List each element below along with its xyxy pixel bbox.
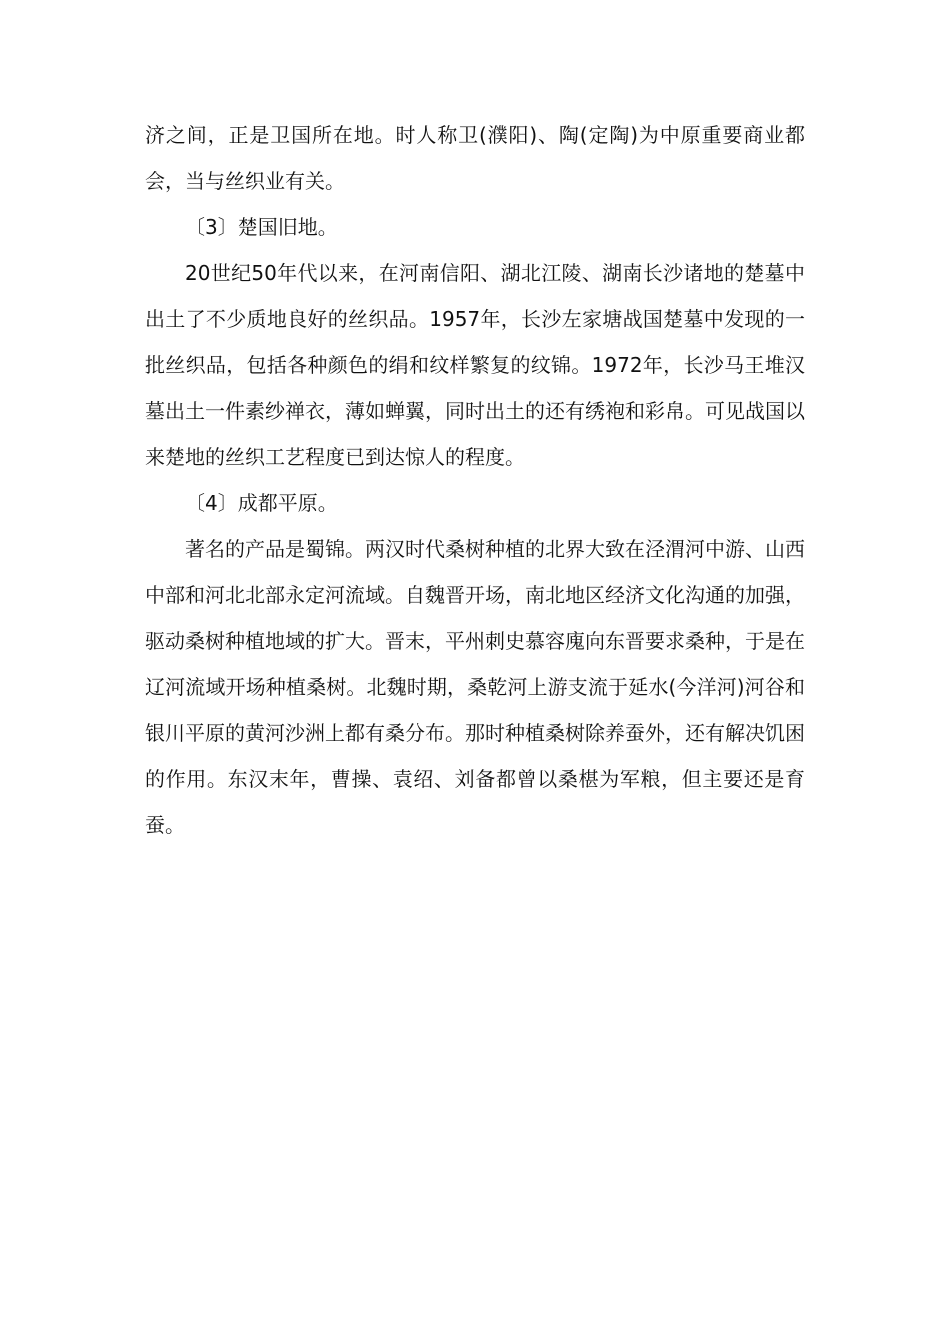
- paragraph-continuation: 济之间，正是卫国所在地。时人称卫(濮阳)、陶(定陶)为中原重要商业都会，当与丝织业有关。: [145, 123, 805, 193]
- paragraph-chu-silk: 20世纪50年代以来，在河南信阳、湖北江陵、湖南长沙诸地的楚墓中出土了不少质地良好的丝织品。1957年，长沙左家塘战国楚墓中发现的一批丝织品，包括各种颜色的绢和纹样繁复的纹锦。1972年，长沙马王堆汉墓出土一件素纱禅衣，薄如蝉翼，同时出土的还有绣袍和彩帛。可见战国以来楚地的丝织工艺程度已到达惊人的程度。: [145, 261, 805, 469]
- section-heading-3: 〔3〕楚国旧地。: [185, 215, 338, 239]
- paragraph-shu-brocade: 著名的产品是蜀锦。两汉时代桑树种植的北界大致在泾渭河中游、山西中部和河北北部永定河流域。自魏晋开场，南北地区经济文化沟通的加强，驱动桑树种植地域的扩大。晋末，平州刺史慕容廆向东晋要求桑种，于是在辽河流域开场种植桑树。北魏时期，桑乾河上游支流于延水(今洋河)河谷和银川平原的黄河沙洲上都有桑分布。那时种植桑树除养蚕外，还有解决饥困的作用。东汉末年，曹操、袁绍、刘备都曾以桑椹为军粮，但主要还是育蚕。: [145, 537, 805, 837]
- document-body: [145, 112, 805, 848]
- section-heading-4: 〔4〕成都平原。: [185, 491, 338, 515]
